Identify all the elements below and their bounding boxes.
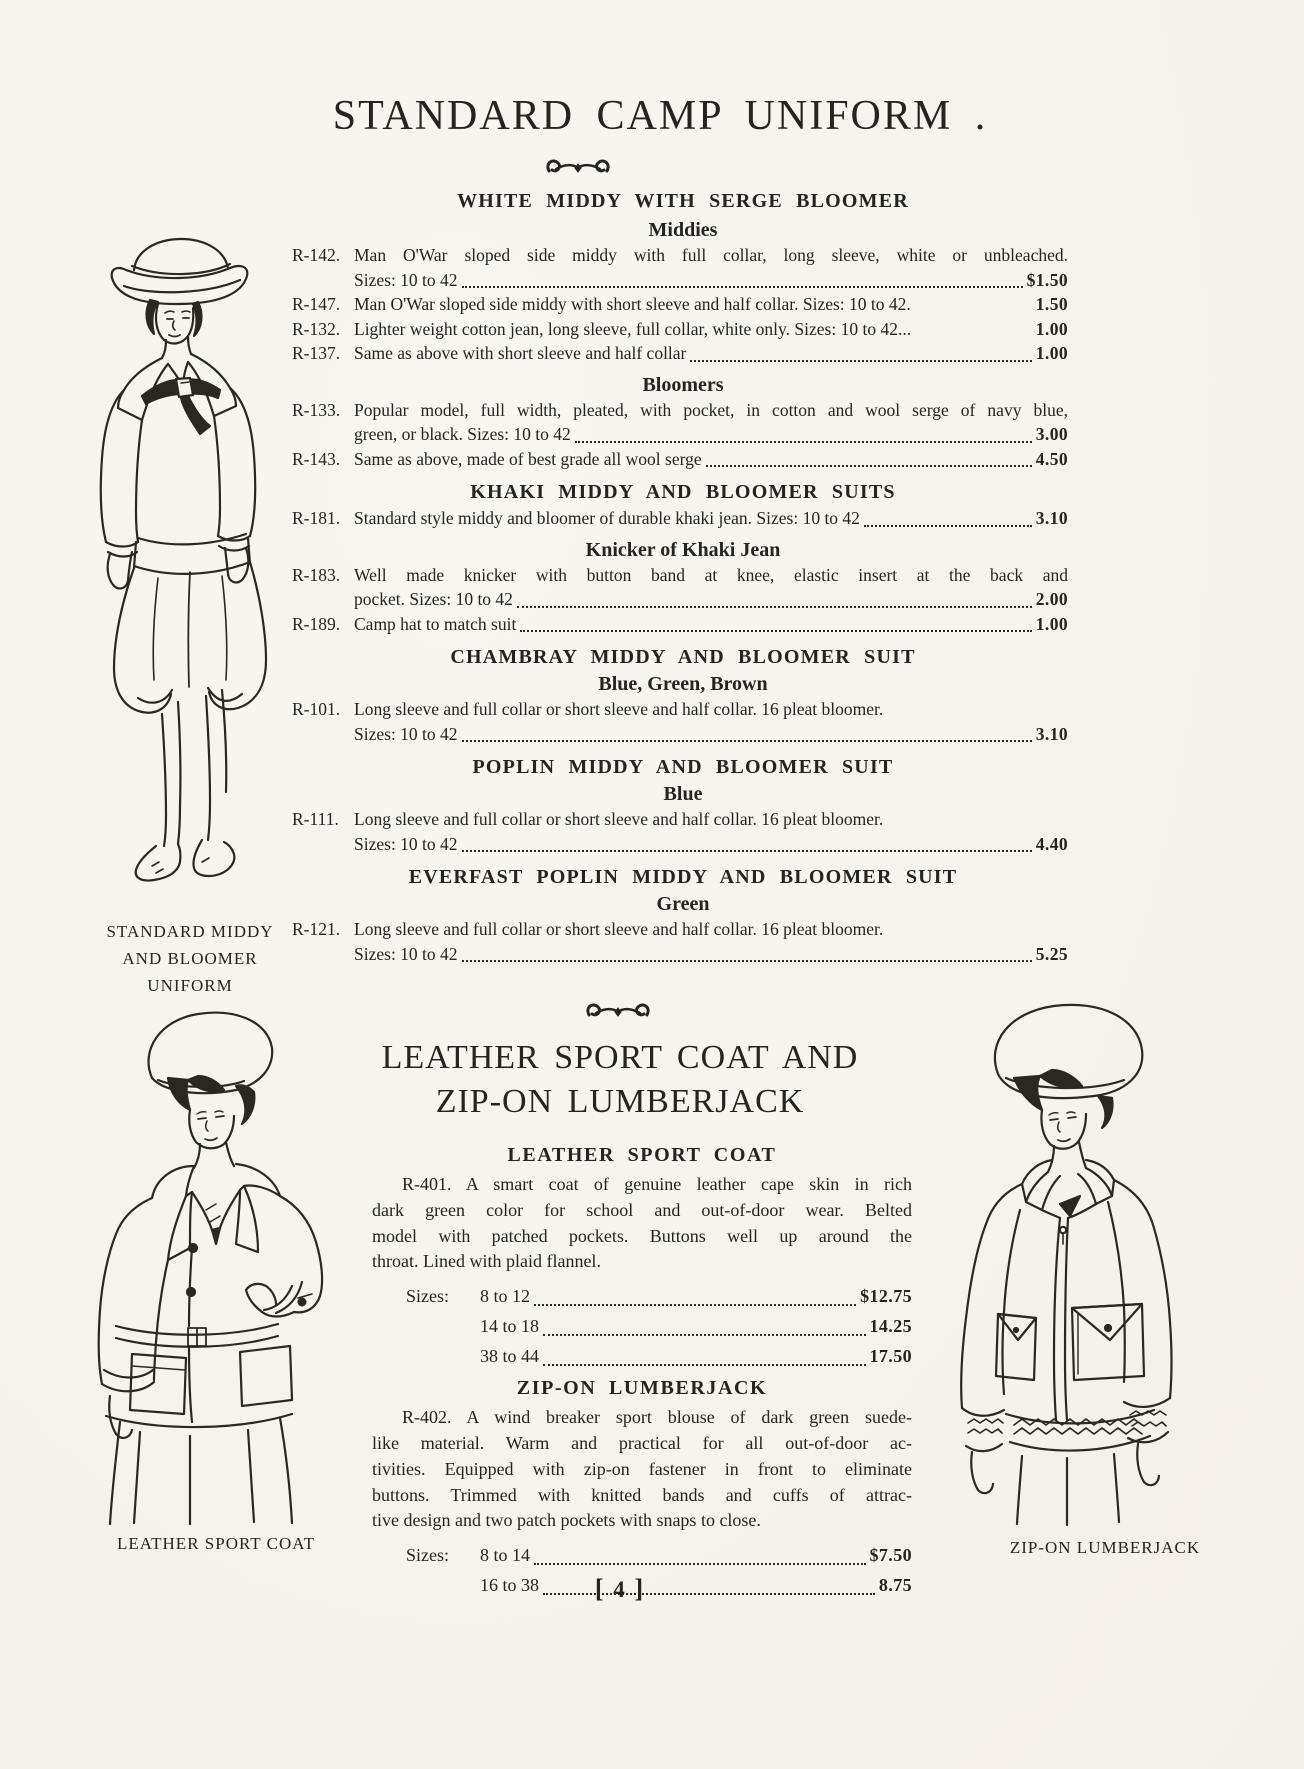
- lower-section-title: LEATHER SPORT COAT AND ZIP-ON LUMBERJACK: [381, 1039, 859, 1120]
- item-text: Sizes: 10 to 42: [354, 833, 458, 854]
- left-bracket: [: [594, 1574, 606, 1603]
- coat-paragraph-line: R-401. A smart coat of genuine leather cape skin in rich: [402, 1174, 912, 1194]
- figure2-caption: LEATHER SPORT COAT: [116, 1534, 316, 1553]
- item-number: R-111.: [292, 809, 339, 829]
- size-row: [372, 1540, 912, 1570]
- item-text: pocket. Sizes: 10 to 42: [354, 589, 513, 609]
- item-price: 2.00: [1035, 589, 1068, 609]
- item-price: 3.10: [1035, 723, 1068, 744]
- coat-heading: LEATHER SPORT COAT: [507, 1144, 777, 1166]
- size-range: 8 to 12: [480, 1286, 531, 1307]
- item-price: $1.50: [1026, 269, 1068, 290]
- dot-leader: [864, 525, 1032, 527]
- item-text: Man O'War sloped side middy with full collar, long sleeve, white or unbleached.: [354, 245, 1068, 265]
- lower-text-column: [372, 1142, 912, 1604]
- size-range: 38 to 44: [480, 1346, 540, 1367]
- item-text: Standard style middy and bloomer of durable khaki jean. Sizes: 10 to 42: [354, 508, 860, 528]
- dot-leader: [520, 630, 1031, 632]
- standard-middy-uniform-illustration: [50, 182, 302, 908]
- list-item: [292, 563, 1074, 588]
- size-price: 8.75: [878, 1575, 912, 1596]
- size-price: $7.50: [869, 1545, 912, 1566]
- item-price: 5.25: [1035, 943, 1068, 964]
- item-text: Same as above with short sleeve and half collar: [354, 343, 687, 363]
- item-price: 3.00: [1035, 424, 1068, 444]
- lumberjack-heading: ZIP-ON LUMBERJACK: [516, 1377, 768, 1400]
- coat-paragraph-line: dark green color for school and out-of-door wear. Belted: [372, 1199, 912, 1220]
- size-row: [372, 1341, 912, 1371]
- dot-leader: [543, 1334, 865, 1336]
- size-range: 16 to 38: [480, 1575, 540, 1596]
- list-item: [292, 612, 1074, 637]
- item-text: Sizes: 10 to 42: [354, 943, 458, 964]
- item-number: R-147.: [292, 294, 341, 314]
- list-item: [292, 317, 1074, 342]
- size-row: [372, 1311, 912, 1341]
- item-number: R-189.: [292, 613, 341, 634]
- item-number: R-137.: [292, 343, 341, 363]
- list-item: [292, 268, 1074, 293]
- uniform-price-list: [292, 188, 1074, 966]
- list-item: [292, 722, 1074, 747]
- lumberjack-paragraph-line: like material. Warm and practical for all out-of-door ac-: [372, 1432, 912, 1453]
- lumberjack-paragraph-line: R-402. A wind breaker sport blouse of dark green suede-: [402, 1407, 912, 1428]
- item-number: R-133.: [292, 399, 341, 420]
- item-text: Popular model, full width, pleated, with pocket, in cotton and wool serge of navy blue,: [354, 399, 1068, 420]
- list-item: [292, 807, 1074, 832]
- item-text: Sizes: 10 to 42: [354, 723, 458, 744]
- zip-on-lumberjack-illustration: [902, 978, 1282, 1526]
- list-item: [292, 587, 1074, 612]
- item-number: R-101.: [292, 699, 341, 719]
- subsection-heading: Middies: [648, 219, 718, 241]
- item-text: Well made knicker with button band at knee, elastic insert at the back and: [354, 564, 1068, 585]
- dot-leader: [575, 441, 1032, 443]
- item-text: Lighter weight cotton jean, long sleeve, full collar, white only. Sizes: 10 to 42...: [354, 318, 912, 339]
- item-number: R-121.: [292, 919, 341, 939]
- size-label: Sizes:: [406, 1545, 449, 1566]
- item-price: 4.50: [1035, 448, 1068, 469]
- item-price: 1.00: [1035, 343, 1068, 363]
- item-text: Long sleeve and full collar or short sleeve and half collar. 16 pleat bloomer.: [354, 809, 884, 829]
- item-text: Camp hat to match suit: [354, 613, 517, 634]
- dot-leader: [462, 286, 1023, 288]
- page-title: STANDARD CAMP UNIFORM .: [332, 93, 988, 139]
- page-number-value: 4: [613, 1577, 627, 1602]
- size-price: 14.25: [869, 1316, 912, 1337]
- item-price: 1.00: [1035, 318, 1068, 339]
- item-text: Man O'War sloped side middy with short sleeve and half collar. Sizes: 10 to 42.: [354, 294, 911, 314]
- item-number: R-183.: [292, 564, 341, 585]
- figure3-caption: ZIP-ON LUMBERJACK: [1009, 1538, 1201, 1557]
- item-price: 1.00: [1035, 613, 1068, 634]
- item-text: Sizes: 10 to 42: [354, 269, 458, 290]
- list-item: [292, 917, 1074, 942]
- item-price: 4.40: [1035, 833, 1068, 854]
- item-text: Same as above, made of best grade all wool serge: [354, 448, 702, 469]
- item-text: Long sleeve and full collar or short sleeve and half collar. 16 pleat bloomer.: [354, 919, 884, 939]
- item-text: Long sleeve and full collar or short sleeve and half collar. 16 pleat bloomer.: [354, 699, 884, 719]
- coat-paragraph-line: throat. Lined with plaid flannel.: [372, 1251, 601, 1272]
- subsection-heading: Bloomers: [642, 373, 724, 396]
- leather-sport-coat-illustration: [40, 986, 350, 1526]
- list-item: [292, 292, 1074, 317]
- item-number: R-132.: [292, 318, 341, 339]
- section-heading: CHAMBRAY MIDDY AND BLOOMER SUIT: [450, 646, 916, 668]
- section-heading: WHITE MIDDY WITH SERGE BLOOMER: [457, 190, 909, 212]
- lumberjack-paragraph-line: buttons. Trimmed with knitted bands and cuffs of attrac-: [372, 1484, 912, 1505]
- section-heading: EVERFAST POPLIN MIDDY AND BLOOMER SUIT: [408, 866, 958, 888]
- size-row: [372, 1281, 912, 1311]
- subsection-heading: Green: [656, 893, 710, 915]
- size-range: 8 to 14: [480, 1545, 531, 1566]
- dot-leader: [690, 360, 1031, 362]
- list-item: [292, 697, 1074, 722]
- item-price: 1.50: [1035, 294, 1068, 314]
- right-bracket: ]: [634, 1574, 646, 1603]
- dot-leader: [706, 465, 1032, 467]
- list-item: [292, 422, 1074, 447]
- size-price: $12.75: [860, 1286, 912, 1307]
- item-number: R-181.: [292, 508, 341, 528]
- dot-leader: [462, 960, 1032, 962]
- list-item: [292, 447, 1074, 472]
- list-item: [292, 243, 1074, 268]
- lumberjack-paragraph-line: tivities. Equipped with zip-on fastener in front to eliminate: [372, 1458, 912, 1479]
- list-item: [292, 398, 1074, 423]
- size-range: 14 to 18: [480, 1316, 540, 1337]
- lumberjack-paragraph-line: tive design and two patch pockets with snaps to close.: [372, 1510, 761, 1531]
- page-number: [555, 1574, 685, 1604]
- dot-leader: [543, 1364, 865, 1366]
- item-number: R-142.: [292, 245, 341, 265]
- dot-leader: [534, 1304, 856, 1306]
- item-price: 3.10: [1035, 508, 1068, 528]
- size-label: Sizes:: [406, 1286, 449, 1307]
- subsection-heading: Blue: [663, 783, 703, 805]
- section-heading: POPLIN MIDDY AND BLOOMER SUIT: [472, 756, 894, 778]
- item-text: green, or black. Sizes: 10 to 42: [354, 424, 571, 444]
- dot-leader: [517, 606, 1032, 608]
- section-heading: KHAKI MIDDY AND BLOOMER SUITS: [470, 481, 896, 503]
- subsection-heading: Blue, Green, Brown: [598, 673, 768, 695]
- figure1-caption: STANDARD MIDDY AND BLOOMER UNIFORM: [106, 922, 274, 995]
- list-item: [292, 832, 1074, 857]
- item-number: R-143.: [292, 448, 341, 469]
- list-item: [292, 341, 1074, 366]
- list-item: [292, 942, 1074, 967]
- dot-leader: [462, 850, 1032, 852]
- coat-sizes-table: [372, 1281, 912, 1371]
- coat-paragraph-line: model with patched pockets. Buttons well up around the: [372, 1225, 912, 1246]
- list-item: [292, 506, 1074, 531]
- size-price: 17.50: [869, 1346, 912, 1367]
- scroll-ornament-icon: [543, 156, 613, 182]
- dot-leader: [534, 1563, 865, 1565]
- scroll-ornament-icon: [583, 1000, 653, 1026]
- dot-leader: [462, 740, 1032, 742]
- subsection-heading: Knicker of Khaki Jean: [585, 538, 781, 561]
